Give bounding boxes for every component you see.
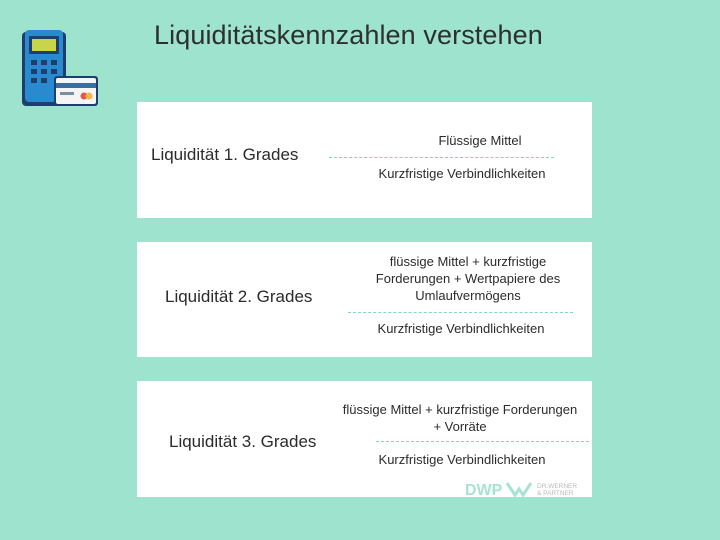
liquidity-3-numerator	[329, 401, 591, 435]
liquidity-2-label: Liquidität 2. Grades	[165, 287, 313, 306]
liquidity-3-denominator: Kurzfristige Verbindlichkeiten	[378, 452, 546, 467]
liquidity-2-denominator: Kurzfristige Verbindlichkeiten	[377, 321, 545, 336]
liquidity-2-card	[137, 242, 592, 357]
page-title: Liquiditätskennzahlen verstehen	[154, 20, 543, 50]
liquidity-1-denominator: Kurzfristige Verbindlichkeiten	[378, 166, 546, 181]
liquidity-1-label: Liquidität 1. Grades	[151, 145, 299, 164]
fraction-line	[329, 157, 554, 158]
numerator-line: Forderungen + Wertpapiere des	[375, 271, 561, 286]
liquidity-1-numerator: Flüssige Mittel	[438, 133, 522, 148]
liquidity-2-numerator	[348, 253, 588, 304]
dwp-logo	[465, 480, 590, 498]
liquidity-3-label: Liquidität 3. Grades	[169, 432, 317, 451]
fraction-line	[376, 441, 589, 442]
numerator-line: flüssige Mittel + kurzfristige	[389, 254, 547, 269]
fraction-line	[348, 312, 573, 313]
logo-mark: DWP	[465, 482, 503, 498]
liquidity-1-card	[137, 102, 592, 218]
logo-line1: DR.WERNER	[537, 483, 578, 490]
numerator-line: flüssige Mittel + kurzfristige Forderungen	[342, 402, 578, 417]
numerator-line: Umlaufvermögens	[415, 288, 521, 303]
numerator-line: + Vorräte	[433, 419, 487, 434]
logo-line2: & PARTNER	[537, 490, 574, 497]
card-terminal-icon	[20, 28, 100, 110]
